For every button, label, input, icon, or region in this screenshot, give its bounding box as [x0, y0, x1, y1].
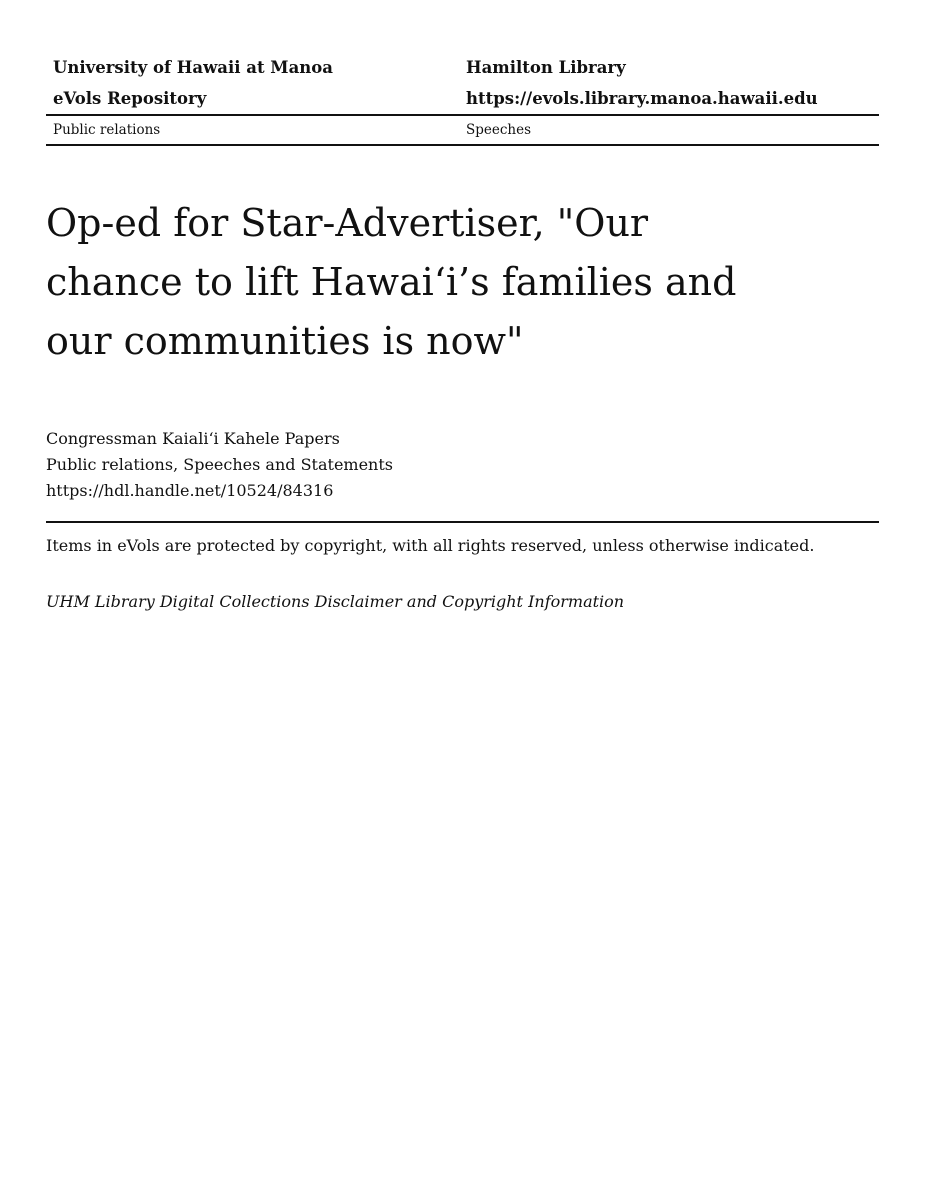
category-row [46, 116, 879, 144]
document-page [46, 0, 879, 613]
disclaimer-link[interactable]: UHM Library Digital Collections Disclaimer and Copyright Information [46, 592, 625, 611]
document-title [46, 194, 746, 371]
repository-url[interactable]: https://evols.library.manoa.hawaii.edu [466, 89, 818, 108]
title-line-3: our communities is now" [46, 319, 524, 363]
footer-divider [46, 521, 879, 523]
category-left: Public relations [53, 122, 161, 138]
document-metadata [46, 426, 879, 504]
title-line-1: Op-ed for Star-Advertiser, "Our [46, 201, 649, 245]
institution-name: University of Hawaii at Manoa [53, 58, 333, 77]
category-right: Speeches [466, 122, 532, 138]
library-name: Hamilton Library [466, 58, 626, 77]
copyright-notice: Items in eVols are protected by copyright, with all rights reserved, unless otherwise indicated. [46, 536, 815, 555]
collection-name: Congressman Kaiali‘i Kahele Papers [46, 429, 340, 448]
header-row-2 [46, 83, 879, 114]
series-name: Public relations, Speeches and Statements [46, 455, 393, 474]
repository-name: eVols Repository [53, 89, 207, 108]
cover-header [46, 52, 879, 146]
category-divider [46, 144, 879, 146]
handle-link[interactable]: https://hdl.handle.net/10524/84316 [46, 481, 334, 500]
header-row-1 [46, 52, 879, 83]
title-line-2: chance to lift Hawai‘i’s families and [46, 260, 737, 304]
